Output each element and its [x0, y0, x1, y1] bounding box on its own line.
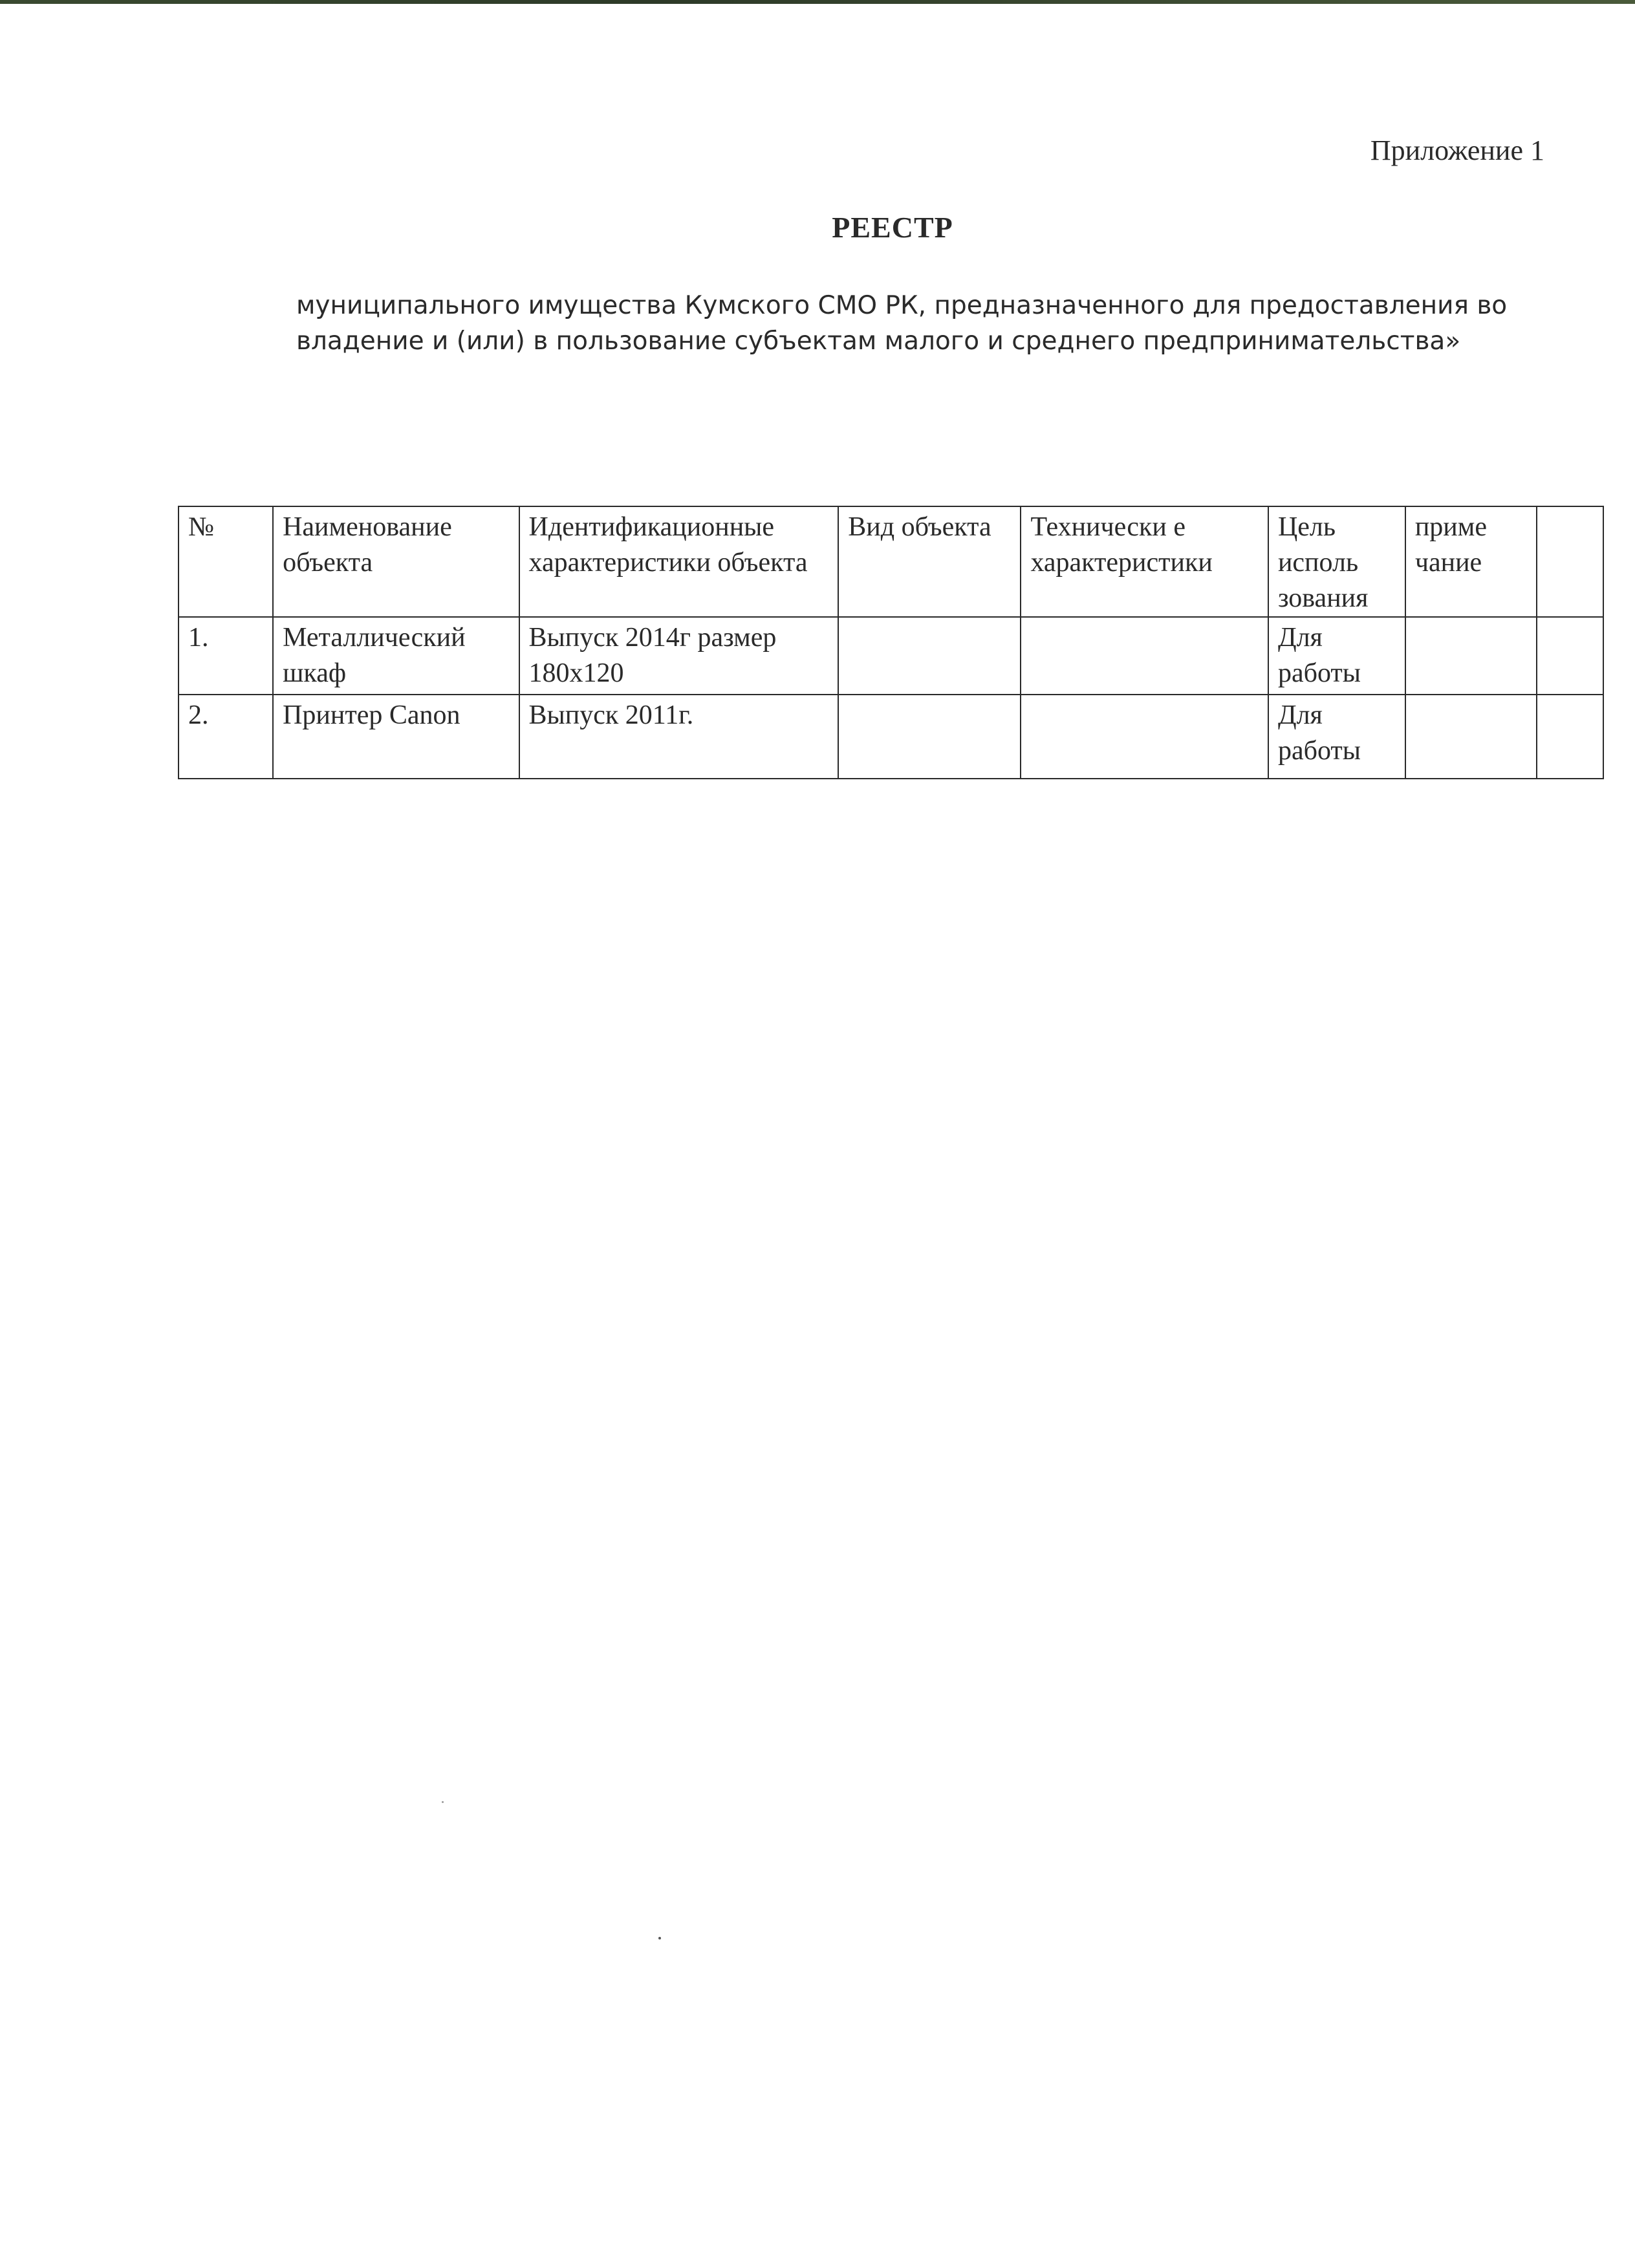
cell-note: [1405, 695, 1537, 779]
header-identification: Идентификационные характеристики объекта: [519, 506, 839, 617]
header-extra: [1537, 506, 1603, 617]
cell-purpose: Для работы: [1268, 617, 1405, 695]
cell-identification: Выпуск 2014г размер 180х120: [519, 617, 839, 695]
document-subtitle: муниципального имущества Кумского СМО РК, предназначенного для предоставления во владение и (или) в пользование субъектам малого и среднего предпринимательства»: [296, 291, 1508, 356]
header-purpose: Цель исполь зования: [1268, 506, 1405, 617]
header-note: приме чание: [1405, 506, 1537, 617]
cell-purpose: Для работы: [1268, 695, 1405, 779]
cell-number: 2.: [179, 695, 273, 779]
cell-number: 1.: [179, 617, 273, 695]
cell-identification: Выпуск 2011г.: [519, 695, 839, 779]
table-row: [179, 695, 1603, 779]
header-object-type: Вид объекта: [838, 506, 1021, 617]
cell-technical: [1021, 617, 1268, 695]
header-technical: Технически е характеристики: [1021, 506, 1268, 617]
scan-speck: [442, 1801, 444, 1803]
cell-object-type: [838, 617, 1021, 695]
registry-table: [178, 506, 1604, 779]
cell-note: [1405, 617, 1537, 695]
scan-edge: [0, 0, 1635, 4]
cell-extra: [1537, 617, 1603, 695]
cell-object-name: Принтер Canon: [273, 695, 519, 779]
header-object-name: Наименование объекта: [273, 506, 519, 617]
cell-object-name: Металлический шкаф: [273, 617, 519, 695]
cell-extra: [1537, 695, 1603, 779]
cell-object-type: [838, 695, 1021, 779]
table-row: [179, 617, 1603, 695]
table-header-row: [179, 506, 1603, 617]
appendix-label: Приложение 1: [1370, 135, 1544, 166]
document-title: РЕЕСТР: [832, 211, 953, 244]
cell-technical: [1021, 695, 1268, 779]
scan-speck: [658, 1937, 661, 1939]
header-number: №: [179, 506, 273, 617]
